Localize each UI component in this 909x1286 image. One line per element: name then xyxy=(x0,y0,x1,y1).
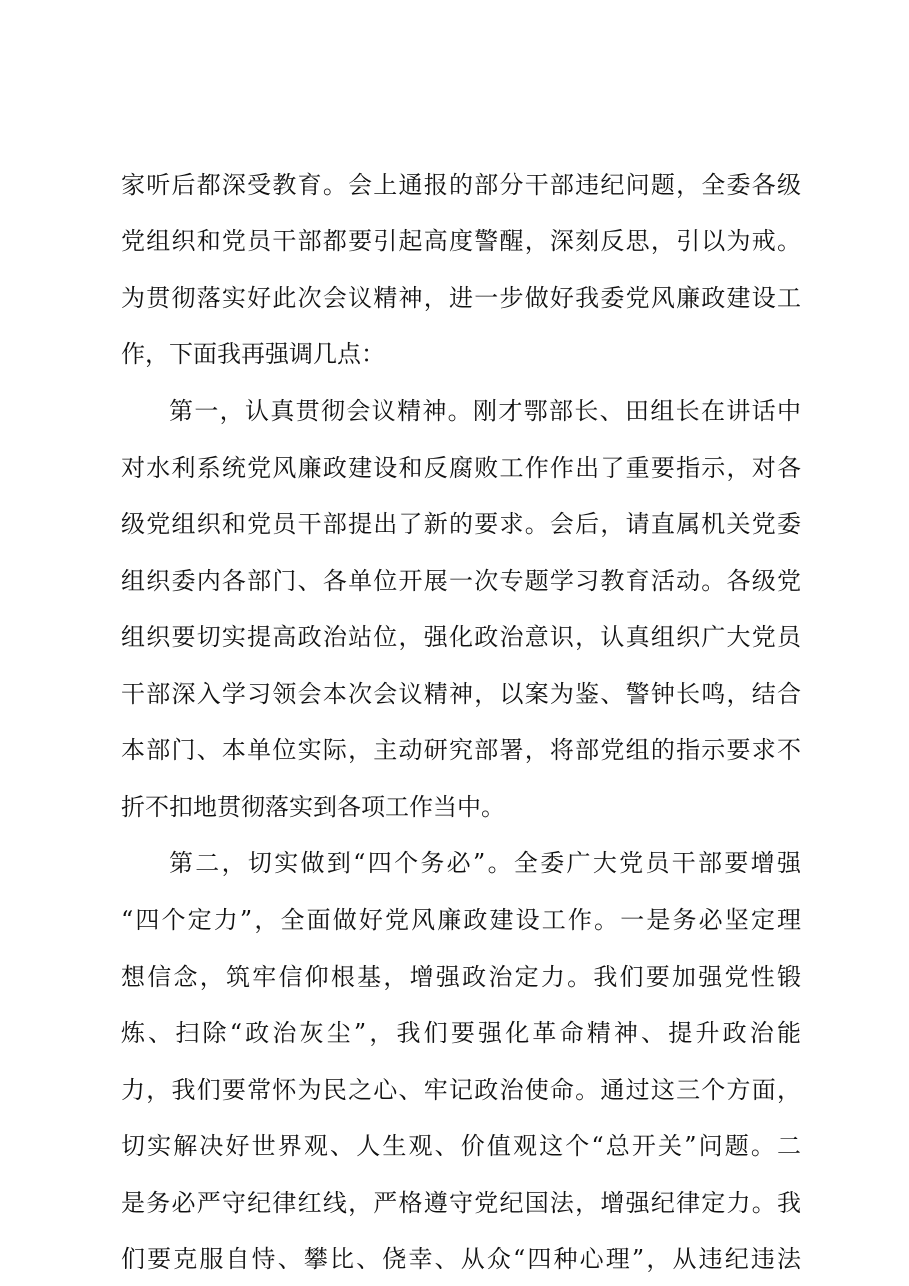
text-line: 本部门、本单位实际，主动研究部署，将部党组的指示要求不 xyxy=(121,736,801,764)
paragraph-first-line: 第一，认真贯彻会议精神。刚才鄂部长、田组长在讲话中 xyxy=(169,397,801,425)
text-line: 党组织和党员干部都要引起高度警醒，深刻反思，引以为戒。 xyxy=(121,227,801,255)
text-line: “四个定力”，全面做好党风廉政建设工作。一是务必坚定理 xyxy=(121,906,801,934)
text-line: 作，下面我再强调几点： xyxy=(121,340,385,368)
text-line: 是务必严守纪律红线，严格遵守党纪国法，增强纪律定力。我 xyxy=(121,1189,801,1217)
text-line: 为贯彻落实好此次会议精神，进一步做好我委党风廉政建设工 xyxy=(121,284,801,312)
text-line: 组织委内各部门、各单位开展一次专题学习教育活动。各级党 xyxy=(121,567,801,595)
text-line: 级党组织和党员干部提出了新的要求。会后，请直属机关党委 xyxy=(121,510,801,538)
text-line: 对水利系统党风廉政建设和反腐败工作作出了重要指示，对各 xyxy=(121,454,801,482)
text-line: 家听后都深受教育。会上通报的部分干部违纪问题，全委各级 xyxy=(121,171,801,199)
text-line: 力，我们要常怀为民之心、牢记政治使命。通过这三个方面， xyxy=(121,1076,801,1104)
text-line: 切实解决好世界观、人生观、价值观这个“总开关”问题。二 xyxy=(121,1132,801,1160)
text-line: 们要克服自恃、攀比、侥幸、从众“四种心理”，从违纪违法 xyxy=(121,1245,801,1273)
text-line: 炼、扫除“政治灰尘”，我们要强化革命精神、提升政治能 xyxy=(121,1019,801,1047)
text-line: 折不扣地贯彻落实到各项工作当中。 xyxy=(121,793,505,821)
text-line: 组织要切实提高政治站位，强化政治意识，认真组织广大党员 xyxy=(121,623,801,651)
text-line: 想信念，筑牢信仰根基，增强政治定力。我们要加强党性锻 xyxy=(121,963,801,991)
paragraph-first-line: 第二，切实做到“四个务必”。全委广大党员干部要增强 xyxy=(169,849,801,877)
text-line: 干部深入学习领会本次会议精神，以案为鉴、警钟长鸣，结合 xyxy=(121,680,801,708)
